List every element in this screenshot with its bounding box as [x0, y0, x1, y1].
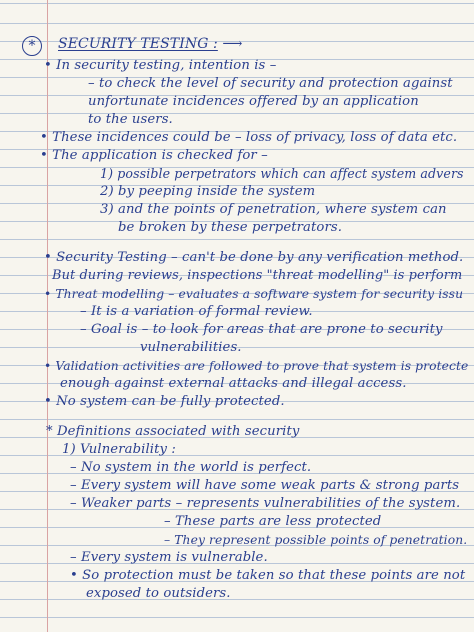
note-line-11: • Security Testing – can't be done by any verification method. [44, 250, 464, 265]
note-line-7: 1) possible perpetrators which can affect system advers [100, 166, 464, 181]
note-line-2: – to check the level of security and protection against [88, 76, 453, 91]
note-line-28: • So protection must be taken so that these points are not [70, 568, 466, 583]
note-line-26: – They represent possible points of penetration. [164, 533, 468, 547]
margin-line [47, 0, 48, 632]
note-line-21: 1) Vulnerability : [62, 442, 176, 457]
note-line-14: – It is a variation of formal review. [80, 304, 313, 319]
note-line-10: be broken by these perpetrators. [118, 220, 343, 235]
note-line-24: – Weaker parts – represents vulnerabilities of the system. [70, 496, 461, 511]
note-line-22: – No system in the world is perfect. [70, 460, 312, 475]
note-line-18: enough against external attacks and illegal access. [60, 376, 407, 391]
page-title: SECURITY TESTING : [58, 36, 218, 52]
title-marker: * [22, 36, 42, 56]
note-line-12: But during reviews, inspections "threat modelling" is perform [52, 268, 463, 283]
note-line-17: • Validation activities are followed to prove that system is protecte [44, 359, 469, 373]
note-line-15: – Goal is – to look for areas that are prone to security [80, 322, 443, 337]
note-line-1: • In security testing, intention is – [44, 58, 277, 73]
note-line-6: • The application is checked for – [40, 148, 268, 163]
note-line-13: • Threat modelling – evaluates a software system for security issu [44, 287, 464, 301]
arrow-icon: ⟶ [222, 36, 243, 52]
note-line-8: 2) by peeping inside the system [100, 184, 316, 199]
note-line-19: • No system can be fully protected. [44, 394, 285, 409]
page-title-row [58, 36, 243, 52]
note-line-4: to the users. [88, 112, 173, 127]
note-line-5: • These incidences could be – loss of privacy, loss of data etc. [40, 130, 458, 145]
note-line-16: vulnerabilities. [140, 340, 242, 355]
note-line-9: 3) and the points of penetration, where system can [100, 202, 447, 217]
note-line-25: – These parts are less protected [164, 514, 382, 529]
note-line-27: – Every system is vulnerable. [70, 550, 268, 565]
note-line-23: – Every system will have some weak parts & strong parts [70, 478, 460, 493]
note-line-3: unfortunate incidences offered by an application [88, 94, 419, 109]
note-line-20: * Definitions associated with security [46, 424, 300, 439]
note-line-29: exposed to outsiders. [86, 586, 231, 601]
